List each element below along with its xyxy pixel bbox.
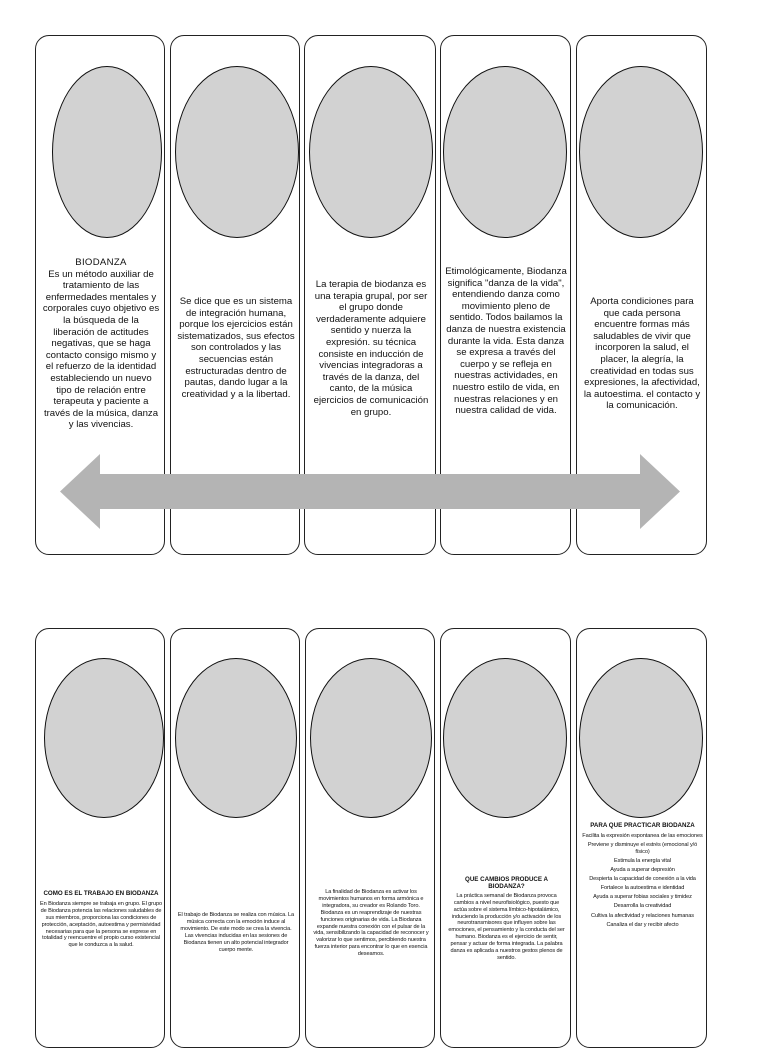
card-body: Se dice que es un sistema de integración humana, porque los ejercicios están sistematizados, sus efectos son controlados y las secuencias están estructuradas dentro de pautas, dando lugar a la creatividad y a la libertad. — [177, 296, 295, 400]
image-placeholder-oval — [443, 66, 567, 238]
card-body: Etimológicamente, Biodanza significa "danza de la vida", entendiendo danza como movimiento pleno de sentido. Todos bailamos la danza de nuestra existencia durante la vida. Esta danza se expresa a través del cuerpo y se refleja en nuestras actividades, en nuestro estilo de vida, en nuestras relaciones y en nuestra calidad de vida. — [445, 266, 567, 417]
card-text — [42, 257, 160, 431]
benefit-item: Canaliza el dar y recibir afecto — [606, 921, 679, 928]
card-text — [177, 912, 295, 953]
benefit-item: Despierta la capacidad de conexión a la vida — [589, 876, 696, 883]
card-text — [581, 823, 704, 931]
benefit-item: Cultiva la afectividad y relaciones humanas — [591, 912, 694, 919]
card-body: Es un método auxiliar de tratamiento de las enfermedades mentales y corporales cuyo objetivo es la búsqueda de la liberación de actitudes negativas, que se haga contacto consigo mismo y el refuerzo de la identidad estableciendo un nuevo tipo de relación entre terapeuta y paciente a través de la música, danza y las vivencias. — [42, 268, 160, 431]
bottom-card-5 — [576, 628, 707, 1048]
card-text — [312, 889, 430, 958]
card-body: La práctica semanal de Biodanza provoca cambios a nivel neurofisiológico, puesto que actúa sobre el sistema límbico-hipotalámico, induciendo la producción y/o activación de los neurotransmisores que influyen sobre las emociones, el pensamiento y la conducta del ser humano. Biodanza es el ejercicio de sentir, pensar y actuar de forma integrada. La palabra danza es aplicada a nuestros gestos plenos de sentido. — [448, 892, 565, 961]
card-text — [447, 877, 566, 962]
card-title: PARA QUE PRACTICAR BIODANZA — [590, 822, 695, 829]
card-body: En Biodanza siempre se trabaja en grupo. El grupo de Biodanza potencia las relaciones saludables de sus miembros, proporciona las condiciones de protección, aceptación, autoestima y permisividad necesarias para que la persona se exprese en totalidad y reencuentre el propio curso existencial que le conduzca a la salud. — [40, 900, 162, 949]
bottom-card-3 — [305, 628, 435, 1048]
bottom-card-2 — [170, 628, 300, 1048]
benefit-item: Previene y disminuye el estrés (emocional y/ó físico) — [587, 842, 698, 855]
benefit-item: Ayuda a superar depresión — [610, 867, 675, 874]
double-arrow-icon — [60, 454, 680, 529]
benefit-item: Ayuda a superar fobias sociales y timidez — [593, 894, 692, 901]
card-text — [445, 266, 567, 417]
image-placeholder-oval — [175, 658, 297, 818]
card-body: La finalidad de Biodanza es activar los movimientos humanos en forma armónica e integradora, su creador es Rolando Toro. Biodanza es un reaprendizaje de nuestras funciones originarias de vida. La Biodanza expande nuestra conexión con el pulsar de la vida, sensibilizando la capacidad de reconocer y valorizar lo que sentimos, percibiendo nuestra fuerza interior para encontrar lo que en esencia deseamos. — [313, 889, 429, 958]
card-text — [40, 891, 162, 949]
image-placeholder-oval — [309, 66, 433, 238]
card-text — [311, 279, 431, 418]
image-placeholder-oval — [175, 66, 299, 238]
card-title: QUE CAMBIOS PRODUCE A BIODANZA? — [465, 876, 548, 890]
card-text — [177, 296, 295, 400]
card-body: La terapia de biodanza es una terapia grupal, por ser el grupo donde verdaderamente adquiere sentido y nuerza la expresión. su técnica consiste en inducción de vivencias integradoras a través de la danza, del canto, de la música ejercicios de comunicación en grupo. — [313, 279, 429, 418]
image-placeholder-oval — [310, 658, 432, 818]
card-body: El trabajo de Biodanza se realiza con música. La música correcta con la emoción induce al movimiento. De este modo se crea la vivencia. Las vivencias inducidas en las sesiones de Biodanza tienen un alto potencial integrador cuerpo mente. — [177, 912, 295, 953]
image-placeholder-oval — [52, 66, 162, 238]
image-placeholder-oval — [44, 658, 164, 818]
bottom-card-4 — [440, 628, 571, 1048]
benefit-item: Facilita la expresión espontanea de las emociones — [582, 832, 703, 839]
card-title: BIODANZA — [75, 257, 127, 268]
image-placeholder-oval — [579, 658, 703, 818]
card-title: COMO ES EL TRABAJO EN BIODANZA — [43, 890, 159, 897]
benefit-item: Estimula la energía vital — [614, 858, 671, 864]
image-placeholder-oval — [579, 66, 703, 238]
benefit-item: Desarrolla la creatividad — [613, 903, 672, 910]
benefit-item: Fortalece la autoestima e identidad — [600, 885, 685, 892]
card-text — [582, 296, 702, 412]
bottom-card-1 — [35, 628, 165, 1048]
image-placeholder-oval — [443, 658, 567, 818]
card-body: Aporta condiciones para que cada persona encuentre formas más saludables de vivir que incorporen la salud, el placer, la alegría, la creatividad en todas sus expresiones, la afectividad, la autoestima. el contacto y la comunicación. — [583, 296, 701, 412]
